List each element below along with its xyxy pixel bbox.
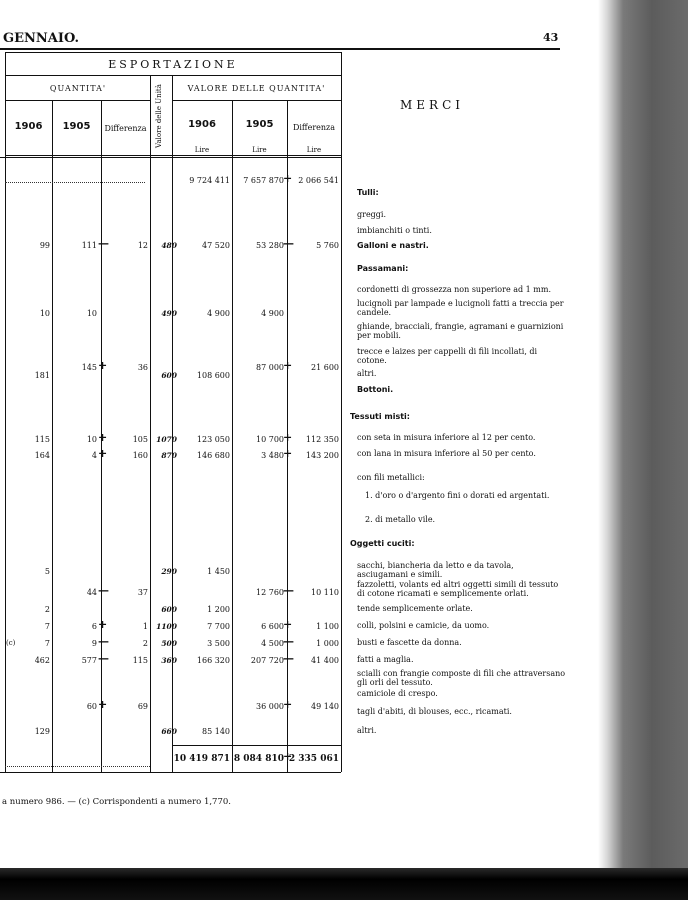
cell-unit: 1070 bbox=[156, 435, 177, 444]
merce-lucignoli: lucignoli par lampade e lucignoli fatti a treccia per candele. bbox=[357, 299, 564, 317]
cell-v05: 53 280 bbox=[256, 241, 284, 250]
cell-qd: 2 bbox=[142, 639, 148, 648]
cell-unit: 600 bbox=[161, 605, 177, 614]
cell-v06: 108 600 bbox=[196, 371, 230, 380]
merce-greggi: greggi. bbox=[357, 210, 387, 219]
cell-sign: — bbox=[283, 652, 294, 665]
merce-galloni: Galloni e nastri. bbox=[357, 241, 429, 250]
merce-fili-metallici: con fili metallici: bbox=[357, 473, 425, 482]
cell-v06: 9 724 411 bbox=[189, 176, 230, 185]
merce-metallo-vile: 2. di metallo vile. bbox=[365, 515, 436, 524]
cell-v06: 166 320 bbox=[196, 656, 230, 665]
merce-con-lana: con lana in misura inferiore al 50 per cento. bbox=[357, 449, 536, 458]
cell-v05: 4 500 bbox=[261, 639, 284, 648]
merce-imbianchiti: imbianchiti o tinti. bbox=[357, 226, 432, 235]
cell-unit: 480 bbox=[161, 241, 177, 250]
cell-q06: 115 bbox=[34, 435, 50, 444]
cell-v05: 12 760 bbox=[256, 588, 284, 597]
qty-1905-header: 1905 bbox=[62, 121, 91, 132]
merce-trecce: trecce e laizes per cappelli di fili incollati, di cotone. bbox=[357, 347, 538, 365]
merce-tende: tende semplicemente orlate. bbox=[357, 604, 473, 613]
merce-passamani: Passamani: bbox=[357, 264, 409, 273]
cell-q05: 60 bbox=[86, 702, 97, 711]
cell-qd: 69 bbox=[137, 702, 148, 711]
footnote: a numero 986. — (c) Corrispondenti a numero 1,770. bbox=[2, 797, 231, 807]
merce-cordonetti: cordonetti di grossezza non superiore ad 1 mm. bbox=[357, 285, 552, 294]
page-edge-shadow bbox=[598, 0, 688, 900]
cell-vd: 1 000 bbox=[316, 639, 339, 648]
cell-v06: 146 680 bbox=[196, 451, 230, 460]
cell-vd: 112 350 bbox=[305, 435, 339, 444]
cell-v06: 1 450 bbox=[207, 567, 230, 576]
cell-qd: 12 bbox=[137, 241, 148, 250]
lire-1905: Lire bbox=[252, 146, 267, 154]
total-vd: 2 335 061 bbox=[288, 754, 339, 764]
cell-v06: 123 050 bbox=[196, 435, 230, 444]
cell-sign: + bbox=[283, 618, 293, 631]
merce-maglia: fatti a maglia. bbox=[357, 655, 414, 664]
unit-value-header: Valore delle Unità bbox=[155, 84, 163, 148]
cell-v06: 1 200 bbox=[207, 605, 230, 614]
cell-qsign: + bbox=[98, 447, 108, 460]
totals-leader bbox=[5, 766, 150, 767]
cell-qsign: — bbox=[98, 584, 109, 597]
merce-ghiande: ghiande, bracciali, frangie, agramani e guarnizioni per mobili. bbox=[357, 322, 564, 340]
cell-qsign: — bbox=[98, 635, 109, 648]
cell-q05: 10 bbox=[86, 309, 97, 318]
merce-oro: 1. d'oro o d'argento fini o dorati ed argentati. bbox=[365, 491, 550, 500]
running-head: GENNAIO. bbox=[3, 31, 80, 46]
merce-altri-2: altri. bbox=[357, 726, 377, 735]
cell-sign: — bbox=[283, 584, 294, 597]
cell-unit: 500 bbox=[161, 639, 177, 648]
cell-vd: 1 100 bbox=[316, 622, 339, 631]
cell-unit: 600 bbox=[161, 371, 177, 380]
cell-q06: 164 bbox=[34, 451, 50, 460]
merce-oggetti-cuciti: Oggetti cuciti: bbox=[350, 539, 415, 548]
cell-qsign: + bbox=[98, 431, 108, 444]
cell-vd: 2 066 541 bbox=[298, 176, 339, 185]
merce-scialli: scialli con frangie composte di fili che attraversano gli orli del tessuto. bbox=[357, 669, 566, 687]
footnote-marker: (c) bbox=[6, 639, 16, 647]
value-header: VALORE DELLE QUANTITA' bbox=[187, 84, 326, 93]
cell-q06: 7 bbox=[44, 622, 50, 631]
cell-sign: — bbox=[283, 635, 294, 648]
cell-sign: + bbox=[283, 431, 293, 444]
cell-v05: 7 657 870 bbox=[243, 176, 284, 185]
cell-sign: + bbox=[283, 447, 293, 460]
head-rule bbox=[0, 48, 560, 50]
cell-q05: 44 bbox=[86, 588, 97, 597]
total-sign: + bbox=[283, 750, 293, 763]
cell-q05: 9 bbox=[91, 639, 97, 648]
cell-q06: 181 bbox=[34, 371, 50, 380]
cell-unit: 1100 bbox=[156, 622, 177, 631]
cell-v06: 85 140 bbox=[202, 727, 230, 736]
qty-1906-header: 1906 bbox=[14, 121, 43, 132]
cell-q06: 462 bbox=[34, 656, 50, 665]
cell-qsign: + bbox=[98, 359, 108, 372]
cell-v05: 207 720 bbox=[250, 656, 284, 665]
cell-qsign: — bbox=[98, 652, 109, 665]
cell-unit: 290 bbox=[161, 567, 177, 576]
merce-busti: busti e fascette da donna. bbox=[357, 638, 462, 647]
qty-diff-header: Differenza bbox=[104, 124, 147, 133]
merce-tulli: Tulli: bbox=[357, 188, 379, 197]
cell-sign: + bbox=[283, 359, 293, 372]
cell-qd: 115 bbox=[132, 656, 148, 665]
cell-v05: 36 000 bbox=[256, 702, 284, 711]
cell-v05: 3 480 bbox=[261, 451, 284, 460]
total-v05: 8 084 810 bbox=[233, 754, 284, 764]
cell-q06: 99 bbox=[39, 241, 50, 250]
cell-qsign: + bbox=[98, 618, 108, 631]
cell-v06: 47 520 bbox=[202, 241, 230, 250]
merce-fazzoletti: fazzoletti, volants ed altri oggetti simili di tessuto di cotone ricamati e semplicemente orlati. bbox=[357, 580, 559, 598]
cell-v06: 3 500 bbox=[207, 639, 230, 648]
cell-v06: 4 900 bbox=[207, 309, 230, 318]
cell-vd: 41 400 bbox=[311, 656, 339, 665]
val-1905-header: 1905 bbox=[245, 119, 274, 130]
lire-diff: Lire bbox=[306, 146, 322, 154]
cell-v05: 6 600 bbox=[261, 622, 284, 631]
merce-con-seta: con seta in misura inferiore al 12 per cento. bbox=[357, 433, 536, 442]
cell-q05: 4 bbox=[91, 451, 97, 460]
cell-unit: 870 bbox=[161, 451, 177, 460]
cell-vd: 21 600 bbox=[311, 363, 339, 372]
cell-q06: 10 bbox=[39, 309, 50, 318]
quantity-header: QUANTITA' bbox=[49, 84, 107, 93]
merce-tagli: tagli d'abiti, di blouses, ecc., ricamati. bbox=[357, 707, 512, 716]
merce-tessuti-misti: Tessuti misti: bbox=[350, 412, 410, 421]
cell-unit: 660 bbox=[161, 727, 177, 736]
cell-qsign: — bbox=[98, 237, 109, 250]
cell-q06: 5 bbox=[44, 567, 50, 576]
cell-v05: 87 000 bbox=[256, 363, 284, 372]
cell-v05: 10 700 bbox=[256, 435, 284, 444]
cell-qd: 160 bbox=[132, 451, 148, 460]
merce-camiciole: camiciole di crespo. bbox=[357, 689, 438, 698]
cell-q06: 7 bbox=[44, 639, 50, 648]
cell-sign: + bbox=[283, 698, 293, 711]
cell-q06: 129 bbox=[34, 727, 50, 736]
cell-qd: 105 bbox=[132, 435, 148, 444]
merce-bottoni: Bottoni. bbox=[357, 385, 394, 394]
cell-unit: 490 bbox=[161, 309, 177, 318]
cell-unit: 360 bbox=[161, 656, 177, 665]
page-number: 43 bbox=[543, 31, 559, 44]
merce-colli: colli, polsini e camicie, da uomo. bbox=[357, 621, 490, 630]
dotted-leader bbox=[5, 182, 145, 183]
scan-bottom-edge bbox=[0, 868, 688, 900]
cell-q05: 145 bbox=[81, 363, 97, 372]
cell-qd: 36 bbox=[137, 363, 148, 372]
cell-qsign: + bbox=[98, 698, 108, 711]
section-title: ESPORTAZIONE bbox=[108, 58, 238, 71]
val-diff-header: Differenza bbox=[292, 123, 336, 132]
cell-sign: — bbox=[283, 237, 294, 250]
cell-sign: + bbox=[283, 172, 293, 185]
total-v06: 10 419 871 bbox=[173, 754, 230, 764]
merce-altri: altri. bbox=[357, 369, 377, 378]
cell-vd: 49 140 bbox=[311, 702, 339, 711]
cell-q05: 10 bbox=[86, 435, 97, 444]
cell-q05: 111 bbox=[81, 241, 97, 250]
cell-v06: 7 700 bbox=[207, 622, 230, 631]
cell-q06: 2 bbox=[44, 605, 50, 614]
merci-header: MERCI bbox=[400, 98, 465, 112]
lire-1906: Lire bbox=[194, 146, 210, 154]
cell-qd: 1 bbox=[142, 622, 148, 631]
cell-v05: 4 900 bbox=[261, 309, 284, 318]
cell-vd: 5 760 bbox=[316, 241, 339, 250]
cell-qd: 37 bbox=[137, 588, 148, 597]
cell-vd: 10 110 bbox=[311, 588, 339, 597]
cell-q05: 6 bbox=[91, 622, 97, 631]
cell-vd: 143 200 bbox=[305, 451, 339, 460]
cell-q05: 577 bbox=[81, 656, 97, 665]
merce-sacchi: sacchi, biancheria da letto e da tavola, asciugamani e simili. bbox=[357, 561, 514, 579]
val-1906-header: 1906 bbox=[188, 119, 216, 130]
